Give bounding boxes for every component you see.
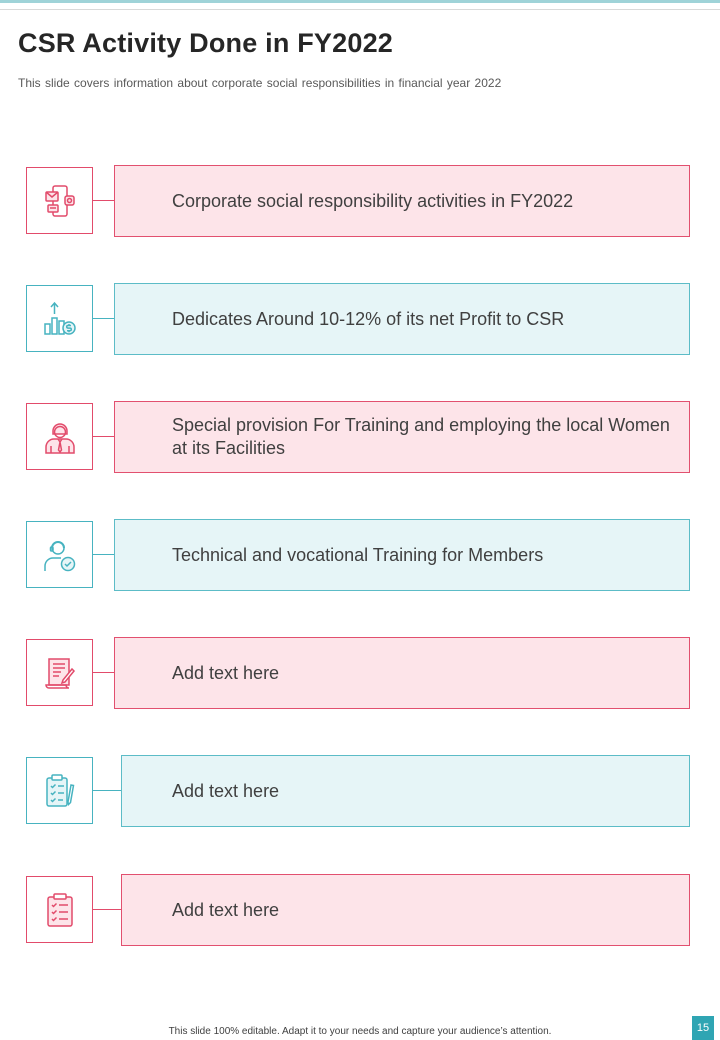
icon-frame bbox=[26, 521, 93, 588]
top-accent-rule bbox=[0, 0, 720, 3]
list-item bbox=[0, 874, 720, 946]
verified-member-icon bbox=[41, 536, 79, 574]
page-number: 15 bbox=[692, 1016, 714, 1040]
item-text: Add text here bbox=[172, 780, 280, 801]
list-item bbox=[0, 637, 720, 709]
list-item bbox=[0, 165, 720, 237]
page-title: CSR Activity Done in FY2022 bbox=[18, 28, 394, 58]
mobile-phone-icon bbox=[41, 182, 79, 220]
connector-line bbox=[93, 909, 123, 910]
icon-frame bbox=[26, 876, 93, 943]
businesswoman-icon bbox=[41, 418, 79, 456]
footer-note: This slide 100% editable. Adapt it to your needs and capture your audience’s attention. bbox=[168, 1026, 552, 1037]
icon-frame bbox=[26, 285, 93, 352]
top-divider bbox=[0, 9, 720, 10]
icon-frame bbox=[26, 167, 93, 234]
icon-frame bbox=[26, 757, 93, 824]
item-text: Add text here bbox=[172, 662, 280, 683]
item-text: Special provision For Training and employing the local Women at its Facilities bbox=[172, 415, 670, 458]
list-item bbox=[0, 401, 720, 473]
clipboard-checklist-pen-icon bbox=[41, 772, 79, 810]
connector-line bbox=[93, 790, 123, 791]
item-text: Technical and vocational Training for Members bbox=[172, 544, 544, 565]
profit-growth-chart-icon bbox=[41, 300, 79, 338]
list-item bbox=[0, 519, 720, 591]
list-item bbox=[0, 755, 720, 827]
item-text: Add text here bbox=[172, 899, 280, 920]
list-item bbox=[0, 283, 720, 355]
document-pen-icon bbox=[41, 654, 79, 692]
item-text: Dedicates Around 10-12% of its net Profit to CSR bbox=[172, 308, 565, 329]
icon-frame bbox=[26, 403, 93, 470]
icon-frame bbox=[26, 639, 93, 706]
clipboard-checklist-icon bbox=[41, 891, 79, 929]
page-subtitle: This slide covers information about corporate social responsibilities in financial year 2022 bbox=[18, 76, 502, 90]
item-text: Corporate social responsibility activities in FY2022 bbox=[172, 190, 574, 211]
